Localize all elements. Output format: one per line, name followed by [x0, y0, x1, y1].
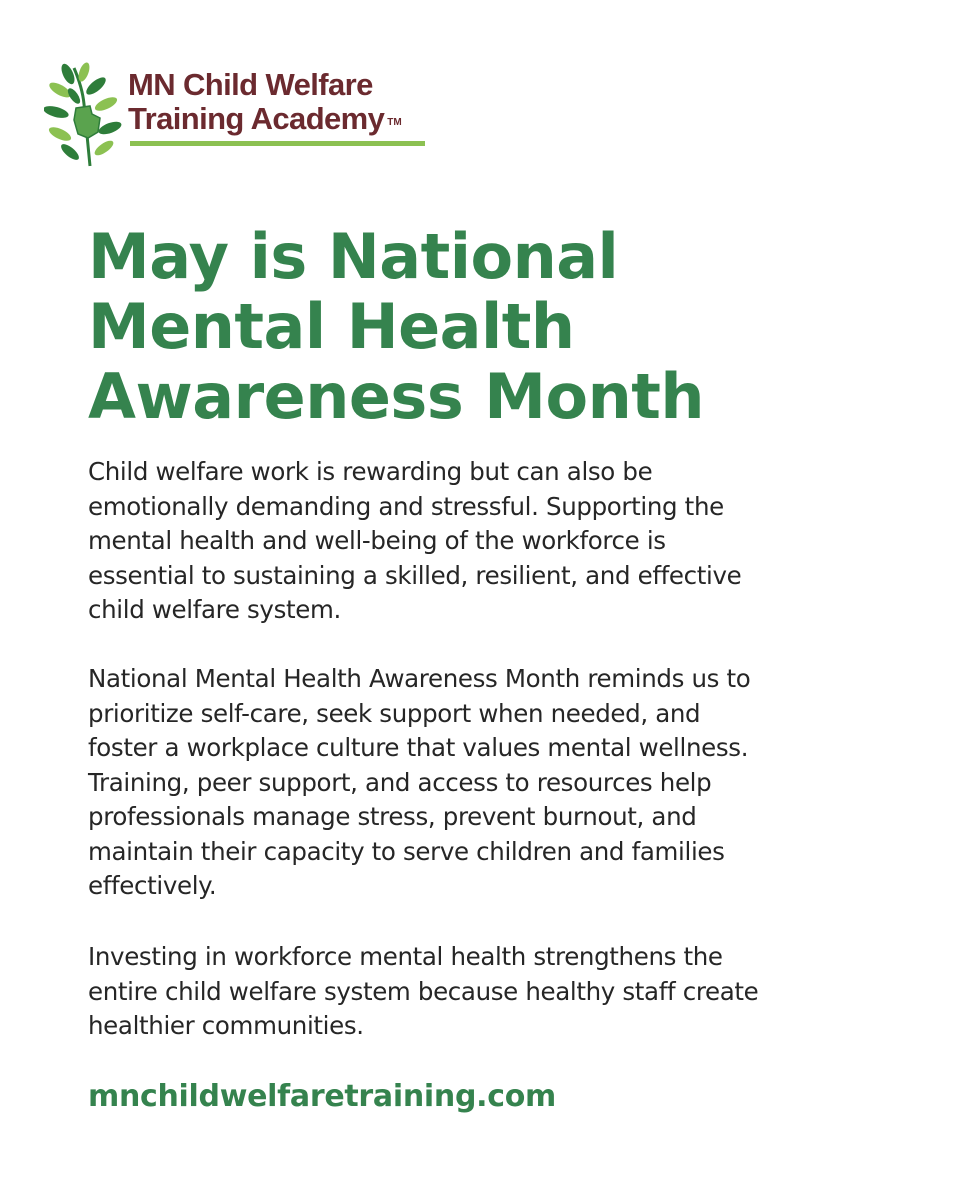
paragraph-intro	[88, 455, 908, 628]
academy-logo	[44, 60, 404, 172]
paragraph-line: child welfare system.	[88, 595, 341, 624]
paragraph-line: mental health and well-being of the workforce is	[88, 526, 666, 555]
leaf-branch-icon	[44, 60, 128, 172]
logo-line-2	[128, 102, 428, 140]
paragraph-line: maintain their capacity to serve children and families	[88, 836, 725, 866]
paragraph-line: effectively.	[88, 871, 217, 900]
paragraph-line: essential to sustaining a skilled, resilient, and effective	[88, 560, 742, 590]
paragraph-line: healthier communities.	[88, 1011, 364, 1040]
logo-wordmark	[128, 68, 428, 140]
trademark-mark: TM	[387, 117, 402, 128]
logo-line-2-text: Training Academy	[128, 101, 385, 136]
logo-underline	[130, 141, 425, 146]
paragraph-line: prioritize self-care, seek support when needed, and	[88, 698, 701, 728]
paragraph-line: National Mental Health Awareness Month reminds us to	[88, 664, 751, 693]
paragraph-line: entire child welfare system because healthy staff create	[88, 976, 759, 1006]
title-line: May is National	[88, 220, 619, 293]
paragraph-line: Training, peer support, and access to resources help	[88, 767, 712, 797]
paragraph-line: professionals manage stress, prevent burnout, and	[88, 802, 697, 831]
logo-line-1: MN Child Welfare	[128, 67, 373, 102]
title-line: Awareness Month	[88, 360, 705, 433]
paragraph-line: Child welfare work is rewarding but can also be	[88, 457, 653, 486]
paragraph-awareness-month	[88, 662, 908, 904]
paragraph-line: foster a workplace culture that values mental wellness.	[88, 733, 749, 762]
paragraph-conclusion	[88, 940, 908, 1044]
paragraph-line: Investing in workforce mental health strengthens the	[88, 942, 723, 971]
title-line: Mental Health	[88, 290, 575, 363]
page-title	[88, 222, 888, 432]
website-link[interactable]: mnchildwelfaretraining.com	[88, 1079, 556, 1114]
paragraph-line: emotionally demanding and stressful. Supporting the	[88, 491, 724, 521]
